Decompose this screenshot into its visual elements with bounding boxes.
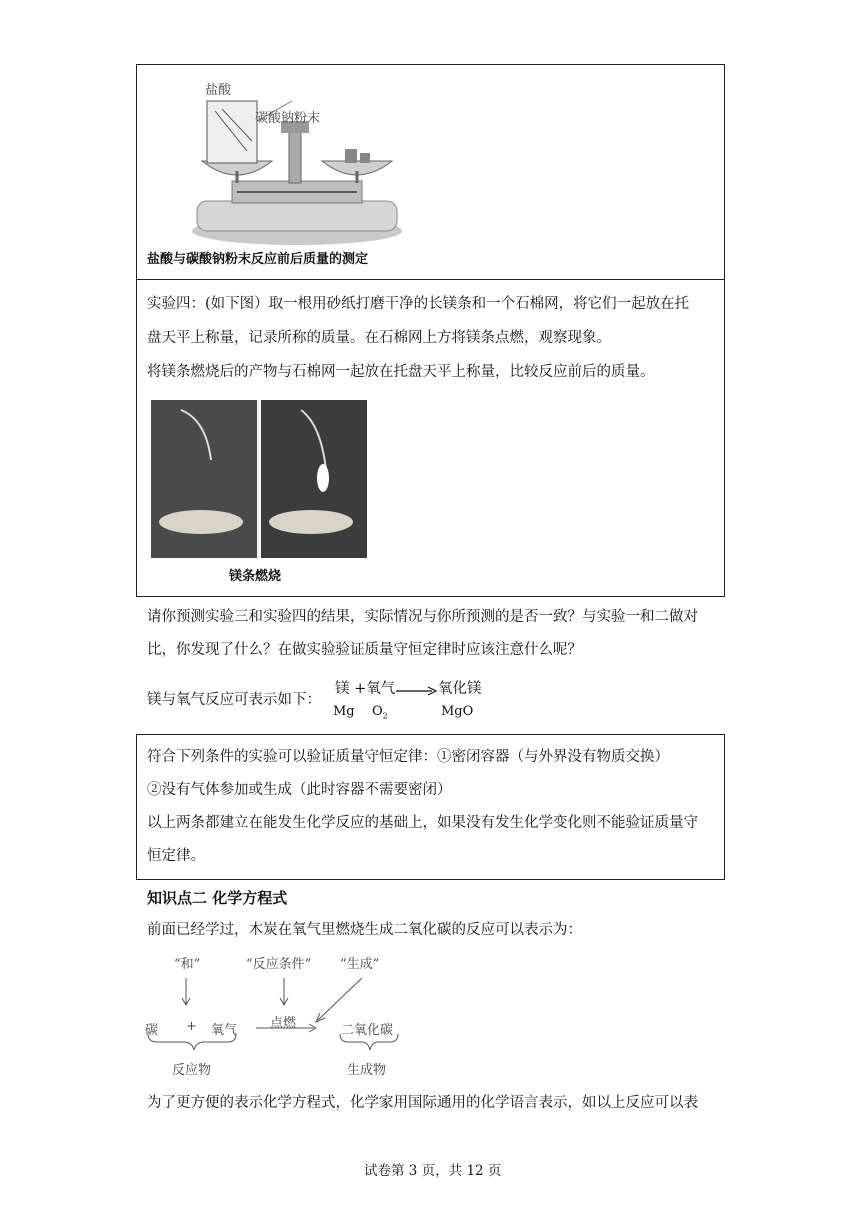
magnesium-caption: 镁条燃烧 bbox=[229, 569, 282, 584]
label-ignite: 点燃 bbox=[270, 1016, 297, 1031]
conditions-line-1: 符合下列条件的实验可以验证质量守恒定律：①密闭容器（与外界没有物质交换） bbox=[147, 749, 669, 765]
symbol-o2: $O_2$ bbox=[372, 704, 388, 721]
section-intro: 前面已经学过，木炭在氧气里燃烧生成二氧化碳的反应可以表示为： bbox=[147, 922, 582, 938]
label-generate: “生成” bbox=[340, 957, 380, 972]
label-co2: 二氧化碳 bbox=[341, 1023, 394, 1038]
label-and: “和” bbox=[174, 957, 201, 972]
powder-label: 碳酸钠粉末 bbox=[255, 111, 321, 126]
symbol-mg: Mg bbox=[333, 704, 355, 719]
conditions-line-2: ②没有气体参加或生成（此时容器不需要密闭） bbox=[147, 782, 452, 798]
experiment-three-box bbox=[136, 64, 725, 280]
label-oxygen: 氧气 bbox=[211, 1023, 238, 1038]
experiment-four-box bbox=[136, 279, 725, 597]
label-products: 生成物 bbox=[347, 1063, 387, 1078]
conditions-line-4: 恒定律。 bbox=[147, 848, 205, 864]
equation-intro: 镁与氧气反应可表示如下： bbox=[147, 692, 321, 708]
reaction-arrow bbox=[396, 684, 438, 696]
section-title: 知识点二 化学方程式 bbox=[147, 889, 288, 907]
page-footer: 试卷第 3 页，共 12 页 bbox=[364, 1163, 502, 1179]
label-reactants: 反应物 bbox=[172, 1063, 212, 1078]
exp4-line-3: 将镁条燃烧后的产物与石棉网一起放在托盘天平上称量，比较反应前后的质量。 bbox=[147, 364, 655, 380]
question-line-2: 比，你发现了什么？在做实验验证质量守恒定律时应该注意什么呢？ bbox=[147, 642, 582, 658]
exp4-line-2: 盘天平上称量，记录所称的质量。在石棉网上方将镁条点燃，观察现象。 bbox=[147, 330, 611, 346]
exp4-line-1: 实验四：(如下图）取一根用砂纸打磨干净的长镁条和一个石棉网，将它们一起放在托 bbox=[147, 296, 690, 312]
symbol-mgo: MgO bbox=[441, 704, 474, 719]
balance-illustration bbox=[177, 71, 417, 251]
label-plus: + bbox=[186, 1019, 197, 1034]
label-carbon: 碳 bbox=[145, 1023, 159, 1038]
conditions-box bbox=[136, 734, 725, 880]
magnesium-burning-photo bbox=[151, 400, 367, 558]
acid-label: 盐酸 bbox=[205, 83, 232, 98]
equation-word-top: 镁 +氧气 bbox=[335, 681, 396, 697]
balance-caption: 盐酸与碳酸钠粉末反应前后质量的测定 bbox=[147, 252, 369, 267]
closing-line: 为了更方便的表示化学方程式，化学家用国际通用的化学语言表示，如以上反应可以表 bbox=[147, 1095, 698, 1111]
conditions-line-3: 以上两条都建立在能发生化学反应的基础上，如果没有发生化学变化则不能验证质量守 bbox=[147, 815, 698, 831]
question-line-1: 请你预测实验三和实验四的结果，实际情况与你所预测的是否一致？与实验一和二做对 bbox=[147, 609, 698, 625]
label-condition: “反应条件” bbox=[246, 957, 312, 972]
equation-product: 氧化镁 bbox=[438, 681, 482, 697]
